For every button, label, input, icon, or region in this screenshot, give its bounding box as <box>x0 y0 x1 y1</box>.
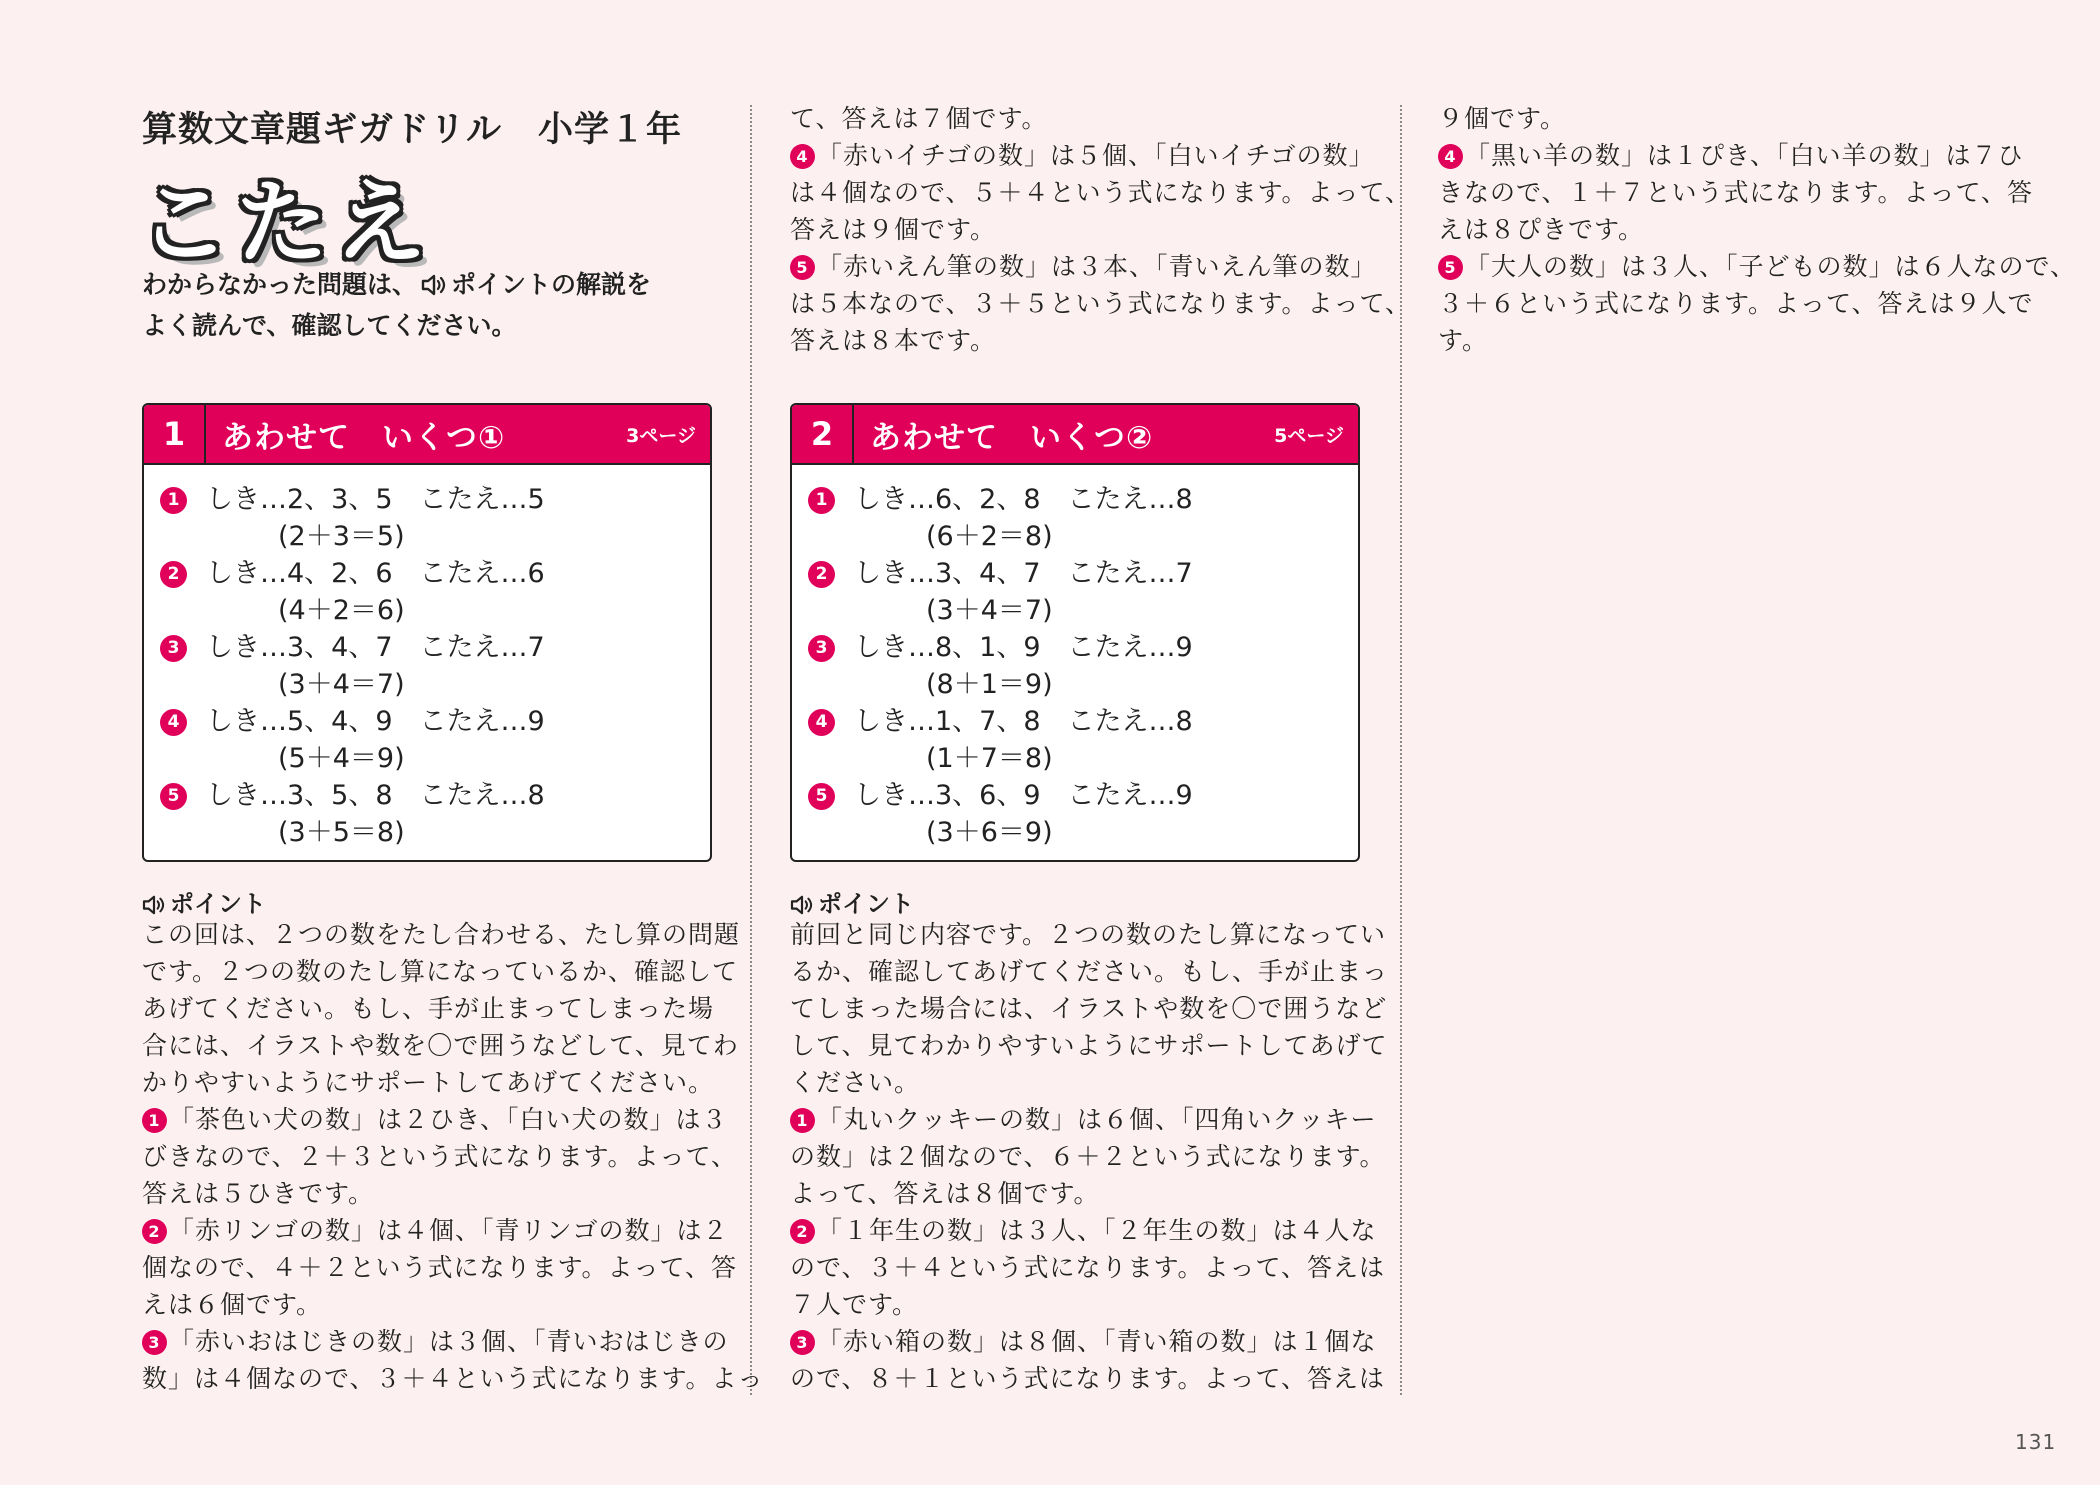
text-line-content: 「赤リンゴの数」は４個、「青リンゴの数」は２ <box>169 1216 729 1245</box>
number-badge: 2 <box>808 561 835 588</box>
text-line: の数」は２個なので、６＋２という式になります。 <box>790 1142 1386 1171</box>
continued-text <box>790 100 1412 359</box>
text-line: 合には、イラストや数を〇で囲うなどして、見てわ <box>142 1031 739 1060</box>
section-title: あわせて いくつ② <box>870 419 1154 456</box>
answer-item <box>808 555 1358 629</box>
answer-list <box>792 465 1358 851</box>
text-line: よって、答えは８個です。 <box>790 1179 1100 1208</box>
number-badge: 2 <box>790 1219 815 1244</box>
text-line: えは８ぴきです。 <box>1438 215 1645 244</box>
answer-formula: しき…2、3、5 こたえ…5 <box>206 484 545 515</box>
answer-formula: しき…6、2、8 こたえ…8 <box>854 484 1193 515</box>
answer-item <box>160 555 710 629</box>
text-line: ３＋６という式になります。よって、答えは９人で <box>1438 289 2034 318</box>
answer-formula: しき…8、1、9 こたえ…9 <box>854 632 1193 663</box>
text-line: 答えは８本です。 <box>790 326 997 355</box>
text-line <box>142 1323 729 1360</box>
text-line: あげてください。もし、手が止まってしまった場 <box>142 994 715 1023</box>
answer-expression: (3＋6＝9) <box>926 817 1053 848</box>
text-line: きなので、１＋７という式になります。よって、答 <box>1438 178 2034 207</box>
number-badge: 2 <box>160 561 187 588</box>
text-line <box>790 137 1390 174</box>
section-title: あわせて いくつ① <box>222 419 506 456</box>
page-number: 131 <box>2015 1430 2057 1454</box>
answer-box-header <box>144 405 710 465</box>
intro-text <box>142 266 651 345</box>
text-line <box>790 1101 1377 1138</box>
answer-box-header <box>792 405 1358 465</box>
text-line: るか、確認してあげてください。もし、手が止まっ <box>790 957 1389 986</box>
text-line-content: 「大人の数」は３人、「子どもの数」は６人なので、 <box>1465 252 2077 281</box>
answer-item <box>808 481 1358 555</box>
section-number: 1 <box>144 405 206 463</box>
text-line <box>1438 137 2038 174</box>
text-line: て、答えは７個です。 <box>790 104 1048 133</box>
speaker-icon <box>421 269 447 307</box>
text-line <box>790 1212 1377 1249</box>
answer-item <box>160 777 710 851</box>
answer-box-1 <box>142 403 712 862</box>
text-line-content: 「赤いイチゴの数」は５個、「白いイチゴの数」 <box>817 141 1375 170</box>
text-line: ９個です。 <box>1438 104 1567 133</box>
number-badge: 3 <box>808 635 835 662</box>
section-page-ref: 3ページ <box>626 424 696 447</box>
answer-expression: (2＋3＝5) <box>278 521 405 552</box>
section-page-ref: 5ページ <box>1274 424 1344 447</box>
answer-item <box>808 703 1358 777</box>
number-badge: 3 <box>142 1330 167 1355</box>
text-line-content: 「茶色い犬の数」は２ひき、「白い犬の数」は３ <box>169 1105 728 1134</box>
number-badge: 4 <box>1438 144 1463 169</box>
number-badge: 1 <box>160 487 187 514</box>
text-line-content: 「赤い箱の数」は８個、「青い箱の数」は１個な <box>817 1327 1377 1356</box>
answer-box-2 <box>790 403 1360 862</box>
text-line <box>142 1101 728 1138</box>
text-line-content: 「黒い羊の数」は１ぴき、「白い羊の数」は７ひ <box>1465 141 2024 170</box>
text-line: 答えは５ひきです。 <box>142 1179 375 1208</box>
intro-line1-a: わからなかった問題は、 <box>142 270 418 299</box>
text-line: かりやすいようにサポートしてあげてください。 <box>142 1068 715 1097</box>
number-badge: 1 <box>142 1108 167 1133</box>
answer-item <box>160 481 710 555</box>
text-line: 答えは９個です。 <box>790 215 997 244</box>
number-badge: 3 <box>790 1330 815 1355</box>
text-line: ので、８＋１という式になります。よって、答えは <box>790 1364 1386 1393</box>
text-line-content: 「赤いえん筆の数」は３本、「青いえん筆の数」 <box>817 252 1377 281</box>
answer-expression: (3＋4＝7) <box>278 669 405 700</box>
text-line <box>790 248 1390 285</box>
answer-expression: (3＋4＝7) <box>926 595 1053 626</box>
number-badge: 4 <box>160 709 187 736</box>
number-badge: 5 <box>808 783 835 810</box>
number-badge: 4 <box>790 144 815 169</box>
book-title: 算数文章題ギガドリル 小学１年 <box>142 110 683 150</box>
text-line: です。２つの数のたし算になっているか、確認して <box>142 957 739 986</box>
text-line: この回は、２つの数をたし合わせる、たし算の問題 <box>142 920 741 949</box>
answer-item <box>160 703 710 777</box>
text-line: えは６個です。 <box>142 1290 323 1319</box>
text-line: てしまった場合には、イラストや数を〇で囲うなど <box>790 994 1388 1023</box>
text-line: は５本なので、３＋５という式になります。よって、 <box>790 289 1412 318</box>
answer-item <box>160 629 710 703</box>
number-badge: 1 <box>790 1108 815 1133</box>
answer-formula: しき…3、5、8 こたえ…8 <box>206 780 545 811</box>
number-badge: 5 <box>160 783 187 810</box>
answer-expression: (1＋7＝8) <box>926 743 1053 774</box>
text-line: 前回と同じ内容です。２つの数のたし算になってい <box>790 920 1387 949</box>
number-badge: 1 <box>808 487 835 514</box>
text-line: して、見てわかりやすいようにサポートしてあげて <box>790 1031 1388 1060</box>
number-badge: 4 <box>808 709 835 736</box>
column-divider-1 <box>750 105 752 1395</box>
text-line-content: 「１年生の数」は３人、「２年生の数」は４人な <box>817 1216 1377 1245</box>
page-title: こたえ <box>138 170 433 277</box>
answer-formula: しき…3、4、7 こたえ…7 <box>854 558 1193 589</box>
text-line: ので、３＋４という式になります。よって、答えは <box>790 1253 1386 1282</box>
answer-formula: しき…4、2、6 こたえ…6 <box>206 558 545 589</box>
point-text <box>790 916 1389 1397</box>
text-line: 個なので、４＋２という式になります。よって、答 <box>142 1253 738 1282</box>
text-line: 数」は４個なので、３＋４という式になります。よっ <box>142 1364 764 1393</box>
answer-item <box>808 629 1358 703</box>
answer-expression: (4＋2＝6) <box>278 595 405 626</box>
answer-expression: (8＋1＝9) <box>926 669 1053 700</box>
answer-item <box>808 777 1358 851</box>
text-line: ７人です。 <box>790 1290 919 1319</box>
answer-formula: しき…3、4、7 こたえ…7 <box>206 632 545 663</box>
text-line <box>1438 248 2077 285</box>
answer-expression: (3＋5＝8) <box>278 817 405 848</box>
answer-expression: (5＋4＝9) <box>278 743 405 774</box>
text-line <box>790 1323 1377 1360</box>
answer-formula: しき…1、7、8 こたえ…8 <box>854 706 1193 737</box>
text-line <box>142 1212 729 1249</box>
text-line: す。 <box>1438 326 1489 355</box>
intro-line1-b: ポイントの解説を <box>451 270 652 299</box>
intro-line2: よく読んで、確認してください。 <box>142 311 517 340</box>
number-badge: 2 <box>142 1219 167 1244</box>
answer-list <box>144 465 710 851</box>
point-label: ポイント <box>170 890 266 918</box>
continued-text <box>1438 100 2077 359</box>
text-line: は４個なので、５＋４という式になります。よって、 <box>790 178 1412 207</box>
text-line-content: 「赤いおはじきの数」は３個、「青いおはじきの <box>169 1327 729 1356</box>
text-line-content: 「丸いクッキーの数」は６個、「四角いクッキー <box>817 1105 1377 1134</box>
section-number: 2 <box>792 405 854 463</box>
point-label: ポイント <box>818 890 914 918</box>
text-line: ください。 <box>790 1068 921 1097</box>
answer-expression: (6＋2＝8) <box>926 521 1053 552</box>
text-line: びきなので、２＋３という式になります。よって、 <box>142 1142 738 1171</box>
number-badge: 5 <box>790 255 815 280</box>
answer-formula: しき…5、4、9 こたえ…9 <box>206 706 545 737</box>
answer-formula: しき…3、6、9 こたえ…9 <box>854 780 1193 811</box>
point-text <box>142 916 764 1397</box>
number-badge: 5 <box>1438 255 1463 280</box>
number-badge: 3 <box>160 635 187 662</box>
